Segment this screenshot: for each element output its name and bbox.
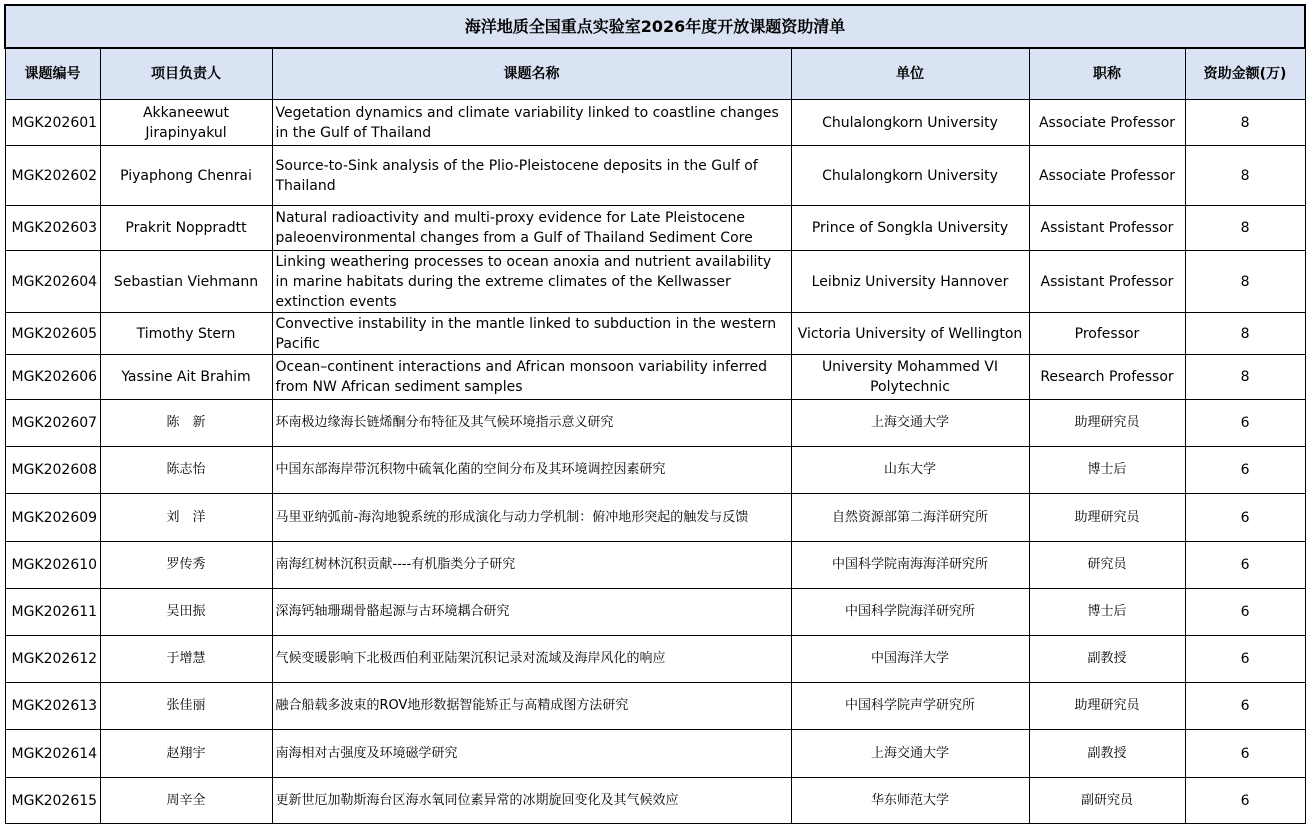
project-topic: 中国东部海岸带沉积物中硫氧化菌的空间分布及其环境调控因素研究 bbox=[272, 447, 791, 494]
table-row bbox=[5, 251, 1305, 313]
project-topic: 融合船载多波束的ROV地形数据智能矫正与高精成图方法研究 bbox=[272, 683, 791, 730]
project-id: MGK202614 bbox=[5, 730, 100, 778]
project-unit: 中国科学院海洋研究所 bbox=[791, 589, 1029, 636]
project-topic: 马里亚纳弧前-海沟地貌系统的形成演化与动力学机制：俯冲地形突起的触发与反馈 bbox=[272, 494, 791, 542]
project-topic: Natural radioactivity and multi-proxy evidence for Late Pleistocene paleoenvironmental changes from a Gulf of Thailand Sediment Core bbox=[272, 206, 791, 251]
table-row bbox=[5, 355, 1305, 400]
project-amount: 6 bbox=[1185, 683, 1305, 730]
project-id: MGK202602 bbox=[5, 146, 100, 206]
column-header-amount: 资助金额(万) bbox=[1185, 48, 1305, 100]
project-rank: Assistant Professor bbox=[1029, 251, 1185, 313]
project-leader: 周辛全 bbox=[100, 778, 272, 824]
project-amount: 8 bbox=[1185, 206, 1305, 251]
project-rank: 助理研究员 bbox=[1029, 494, 1185, 542]
table-row bbox=[5, 313, 1305, 355]
project-unit: Leibniz University Hannover bbox=[791, 251, 1029, 313]
project-id: MGK202604 bbox=[5, 251, 100, 313]
project-unit: 华东师范大学 bbox=[791, 778, 1029, 824]
project-amount: 6 bbox=[1185, 778, 1305, 824]
table-row bbox=[5, 400, 1305, 447]
table-row bbox=[5, 100, 1305, 146]
project-amount: 8 bbox=[1185, 355, 1305, 400]
project-rank: 副研究员 bbox=[1029, 778, 1185, 824]
project-topic: Linking weathering processes to ocean anoxia and nutrient availability in marine habitats during the extreme climates of the Kellwasser extinction events bbox=[272, 251, 791, 313]
project-topic: 南海红树林沉积贡献----有机脂类分子研究 bbox=[272, 542, 791, 589]
project-unit: Prince of Songkla University bbox=[791, 206, 1029, 251]
project-leader: Akkaneewut Jirapinyakul bbox=[100, 100, 272, 146]
project-unit: 上海交通大学 bbox=[791, 730, 1029, 778]
table-title: 海洋地质全国重点实验室2026年度开放课题资助清单 bbox=[5, 5, 1305, 48]
table-row bbox=[5, 730, 1305, 778]
project-id: MGK202603 bbox=[5, 206, 100, 251]
project-amount: 6 bbox=[1185, 400, 1305, 447]
project-amount: 8 bbox=[1185, 100, 1305, 146]
project-leader: Piyaphong Chenrai bbox=[100, 146, 272, 206]
project-id: MGK202615 bbox=[5, 778, 100, 824]
project-leader: 陈 新 bbox=[100, 400, 272, 447]
project-id: MGK202601 bbox=[5, 100, 100, 146]
project-amount: 8 bbox=[1185, 313, 1305, 355]
project-rank: 助理研究员 bbox=[1029, 683, 1185, 730]
column-header-id: 课题编号 bbox=[5, 48, 100, 100]
column-header-rank: 职称 bbox=[1029, 48, 1185, 100]
table-row bbox=[5, 146, 1305, 206]
project-id: MGK202605 bbox=[5, 313, 100, 355]
project-id: MGK202609 bbox=[5, 494, 100, 542]
project-leader: 陈志怡 bbox=[100, 447, 272, 494]
table-row bbox=[5, 589, 1305, 636]
project-id: MGK202611 bbox=[5, 589, 100, 636]
project-leader: 刘 洋 bbox=[100, 494, 272, 542]
project-id: MGK202610 bbox=[5, 542, 100, 589]
column-header-leader: 项目负责人 bbox=[100, 48, 272, 100]
table-row bbox=[5, 636, 1305, 683]
project-unit: Victoria University of Wellington bbox=[791, 313, 1029, 355]
project-leader: Prakrit Noppradtt bbox=[100, 206, 272, 251]
project-id: MGK202607 bbox=[5, 400, 100, 447]
project-rank: Research Professor bbox=[1029, 355, 1185, 400]
project-unit: University Mohammed VI Polytechnic bbox=[791, 355, 1029, 400]
project-amount: 8 bbox=[1185, 146, 1305, 206]
project-amount: 6 bbox=[1185, 636, 1305, 683]
table-row bbox=[5, 494, 1305, 542]
project-id: MGK202613 bbox=[5, 683, 100, 730]
project-topic: 南海相对古强度及环境磁学研究 bbox=[272, 730, 791, 778]
project-leader: 于增慧 bbox=[100, 636, 272, 683]
project-amount: 6 bbox=[1185, 447, 1305, 494]
project-topic: Convective instability in the mantle linked to subduction in the western Pacific bbox=[272, 313, 791, 355]
project-unit: Chulalongkorn University bbox=[791, 100, 1029, 146]
project-leader: 吴田振 bbox=[100, 589, 272, 636]
project-rank: Assistant Professor bbox=[1029, 206, 1185, 251]
funding-list-sheet bbox=[4, 4, 1304, 824]
table-row bbox=[5, 206, 1305, 251]
project-rank: Professor bbox=[1029, 313, 1185, 355]
project-leader: Sebastian Viehmann bbox=[100, 251, 272, 313]
project-amount: 6 bbox=[1185, 542, 1305, 589]
project-topic: 环南极边缘海长链烯酮分布特征及其气候环境指示意义研究 bbox=[272, 400, 791, 447]
project-topic: Vegetation dynamics and climate variability linked to coastline changes in the Gulf of Thailand bbox=[272, 100, 791, 146]
project-rank: 博士后 bbox=[1029, 447, 1185, 494]
column-header-topic: 课题名称 bbox=[272, 48, 791, 100]
project-leader: 赵翔宇 bbox=[100, 730, 272, 778]
project-rank: 副教授 bbox=[1029, 730, 1185, 778]
table-row bbox=[5, 542, 1305, 589]
project-id: MGK202608 bbox=[5, 447, 100, 494]
funding-table bbox=[4, 4, 1306, 824]
project-unit: 自然资源部第二海洋研究所 bbox=[791, 494, 1029, 542]
project-topic: 气候变暖影响下北极西伯利亚陆架沉积记录对流域及海岸风化的响应 bbox=[272, 636, 791, 683]
table-row bbox=[5, 447, 1305, 494]
project-amount: 6 bbox=[1185, 730, 1305, 778]
project-rank: 研究员 bbox=[1029, 542, 1185, 589]
project-amount: 6 bbox=[1185, 589, 1305, 636]
project-unit: 中国海洋大学 bbox=[791, 636, 1029, 683]
project-rank: 副教授 bbox=[1029, 636, 1185, 683]
project-leader: Timothy Stern bbox=[100, 313, 272, 355]
project-leader: 罗传秀 bbox=[100, 542, 272, 589]
project-rank: Associate Professor bbox=[1029, 100, 1185, 146]
table-row bbox=[5, 683, 1305, 730]
project-unit: 中国科学院南海海洋研究所 bbox=[791, 542, 1029, 589]
project-leader: 张佳丽 bbox=[100, 683, 272, 730]
project-topic: Source-to-Sink analysis of the Plio-Pleistocene deposits in the Gulf of Thailand bbox=[272, 146, 791, 206]
table-row bbox=[5, 778, 1305, 824]
column-header-unit: 单位 bbox=[791, 48, 1029, 100]
project-rank: Associate Professor bbox=[1029, 146, 1185, 206]
header-row bbox=[5, 48, 1305, 100]
project-unit: 中国科学院声学研究所 bbox=[791, 683, 1029, 730]
project-rank: 博士后 bbox=[1029, 589, 1185, 636]
project-leader: Yassine Ait Brahim bbox=[100, 355, 272, 400]
project-topic: 深海钙轴珊瑚骨骼起源与古环境耦合研究 bbox=[272, 589, 791, 636]
project-amount: 8 bbox=[1185, 251, 1305, 313]
project-amount: 6 bbox=[1185, 494, 1305, 542]
project-unit: 上海交通大学 bbox=[791, 400, 1029, 447]
project-topic: Ocean–continent interactions and African monsoon variability inferred from NW African sediment samples bbox=[272, 355, 791, 400]
project-id: MGK202612 bbox=[5, 636, 100, 683]
project-id: MGK202606 bbox=[5, 355, 100, 400]
project-unit: Chulalongkorn University bbox=[791, 146, 1029, 206]
project-rank: 助理研究员 bbox=[1029, 400, 1185, 447]
project-topic: 更新世厄加勒斯海台区海水氧同位素异常的冰期旋回变化及其气候效应 bbox=[272, 778, 791, 824]
project-unit: 山东大学 bbox=[791, 447, 1029, 494]
